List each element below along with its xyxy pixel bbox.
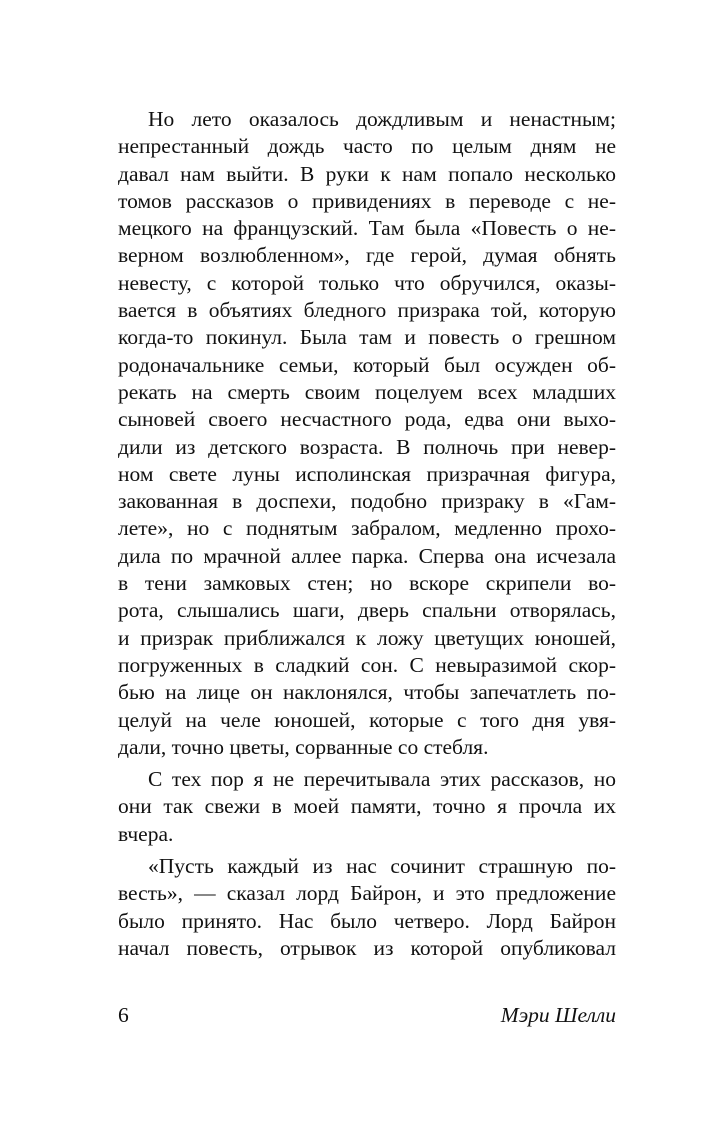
text-line: вчера. <box>118 821 174 846</box>
text-line: дили из детского возраста. В полночь при невер- <box>118 434 616 459</box>
text-line: они так свежи в моей памяти, точно я прочла их <box>118 794 616 819</box>
text-line: закованная в доспехи, подобно призраку в «Гам- <box>118 489 616 514</box>
paragraph <box>118 106 616 761</box>
text-line: когда-то покинул. Была там и повесть о грешном <box>118 325 616 350</box>
text-line: ном свете луны исполинская призрачная фигура, <box>118 461 616 486</box>
text-line: целуй на челе юношей, которые с того дня увя- <box>118 707 616 732</box>
text-line: родоначальнике семьи, который был осужден об- <box>118 352 616 377</box>
paragraph <box>118 853 616 962</box>
text-line: Но лето оказалось дождливым и ненастным; <box>148 107 616 131</box>
text-line: вается в объятиях бледного призрака той, которую <box>118 298 616 323</box>
text-line: погруженных в сладкий сон. С невыразимой скор- <box>118 652 616 677</box>
text-line: дали, точно цветы, сорванные со стебля. <box>118 734 489 759</box>
page-text <box>118 106 616 962</box>
text-line: С тех пор я не перечитывала этих рассказов, но <box>148 767 616 792</box>
text-line: невесту, с которой только что обручился, оказы- <box>118 270 616 295</box>
text-line: непрестанный дождь часто по целым дням не <box>118 134 616 159</box>
text-line: томов рассказов о привидениях в переводе с не- <box>118 188 616 213</box>
text-line: весть», — сказал лорд Байрон, и это предложение <box>118 881 616 906</box>
running-author: Мэри Шелли <box>500 1003 616 1027</box>
text-line: рота, слышались шаги, дверь спальни отворялась, <box>118 598 616 623</box>
text-line: мецкого на французский. Там была «Повесть о не- <box>118 216 616 241</box>
paragraph <box>118 766 616 848</box>
page-footer <box>118 1000 616 1030</box>
text-line: верном возлюбленном», где герой, думая обнять <box>118 243 616 268</box>
text-line: и призрак приближался к ложу цветущих юношей, <box>118 625 616 650</box>
text-line: лете», но с поднятым забралом, медленно прохо- <box>118 516 616 541</box>
text-line: дила по мрачной аллее парка. Сперва она исчезала <box>118 543 616 568</box>
page-number: 6 <box>118 1003 129 1027</box>
text-line: было принято. Нас было четверо. Лорд Байрон <box>118 908 616 933</box>
text-line: сыновей своего несчастного рода, едва они выхо- <box>118 407 616 432</box>
text-line: «Пусть каждый из нас сочинит страшную по- <box>148 854 616 879</box>
text-line: бью на лице он наклонялся, чтобы запечатлеть по- <box>118 680 616 705</box>
text-line: начал повесть, отрывок из которой опубликовал <box>118 935 616 960</box>
text-line: рекать на смерть своим поцелуем всех младших <box>118 379 616 404</box>
text-line: давал нам выйти. В руки к нам попало несколько <box>118 161 616 186</box>
text-line: в тени замковых стен; но вскоре скрипели во- <box>118 571 616 596</box>
